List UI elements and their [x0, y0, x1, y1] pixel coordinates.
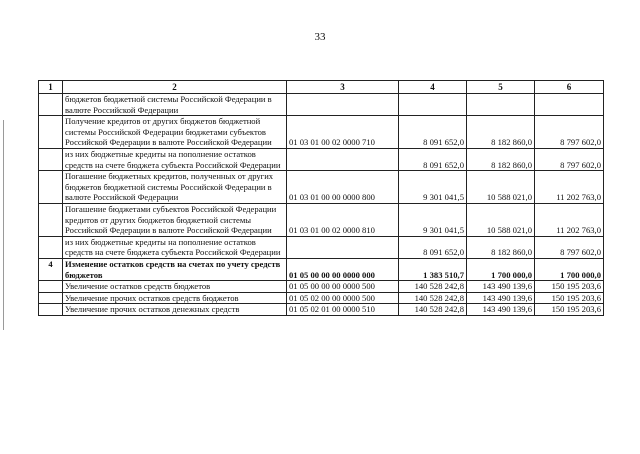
- row-value-col5: 8 182 860,0: [467, 236, 535, 258]
- scan-edge-line: [3, 120, 4, 330]
- row-index: [39, 171, 63, 204]
- row-description: Увеличение прочих остатков средств бюджетов: [63, 292, 287, 304]
- row-code: 01 05 02 01 00 0000 510: [287, 304, 399, 316]
- row-value-col5: 143 490 139,6: [467, 304, 535, 316]
- row-value-col5: 143 490 139,6: [467, 292, 535, 304]
- row-value-col6: 8 797 602,0: [535, 116, 604, 149]
- row-value-col4: [399, 94, 467, 116]
- row-index: [39, 116, 63, 149]
- row-code: 01 05 00 00 00 0000 000: [287, 258, 399, 280]
- table-row: [39, 148, 604, 170]
- row-index: [39, 236, 63, 258]
- row-value-col6: 11 202 763,0: [535, 171, 604, 204]
- column-header: 5: [467, 81, 535, 94]
- row-description: из них бюджетные кредиты на пополнение остатков средств на счете бюджета субъекта Российской Федерации: [63, 148, 287, 170]
- table-header-row: [39, 81, 604, 94]
- row-code: 01 05 00 00 00 0000 500: [287, 281, 399, 293]
- row-index: [39, 203, 63, 236]
- row-value-col4: 140 528 242,8: [399, 304, 467, 316]
- row-description: из них бюджетные кредиты на пополнение остатков средств на счете бюджета субъекта Российской Федерации: [63, 236, 287, 258]
- row-description: Изменение остатков средств на счетах по учету средств бюджетов: [63, 258, 287, 280]
- table-row-section-total: [39, 258, 604, 280]
- column-header: 4: [399, 81, 467, 94]
- row-index: [39, 94, 63, 116]
- row-value-col6: 8 797 602,0: [535, 148, 604, 170]
- row-value-col5: [467, 94, 535, 116]
- column-header: 6: [535, 81, 604, 94]
- table-row: [39, 116, 604, 149]
- row-value-col4: 9 301 041,5: [399, 171, 467, 204]
- row-code: 01 03 01 00 02 0000 810: [287, 203, 399, 236]
- row-code: 01 03 01 00 02 0000 710: [287, 116, 399, 149]
- table-row: [39, 292, 604, 304]
- row-value-col5: 10 588 021,0: [467, 203, 535, 236]
- row-value-col6: 8 797 602,0: [535, 236, 604, 258]
- row-description: Погашение бюджетами субъектов Российской Федерации кредитов от других бюджетов бюджетной системы Российской Федерации в валюте Российской Федерации: [63, 203, 287, 236]
- row-value-col5: 143 490 139,6: [467, 281, 535, 293]
- row-description: бюджетов бюджетной системы Российской Федерации в валюте Российской Федерации: [63, 94, 287, 116]
- table-row: [39, 236, 604, 258]
- row-index: [39, 292, 63, 304]
- row-value-col4: 140 528 242,8: [399, 281, 467, 293]
- column-header: 1: [39, 81, 63, 94]
- row-value-col6: 11 202 763,0: [535, 203, 604, 236]
- row-code: [287, 94, 399, 116]
- row-value-col6: 1 700 000,0: [535, 258, 604, 280]
- row-value-col5: 10 588 021,0: [467, 171, 535, 204]
- row-value-col5: 1 700 000,0: [467, 258, 535, 280]
- table-row: [39, 94, 604, 116]
- table-row: [39, 203, 604, 236]
- budget-sources-table: [38, 80, 604, 316]
- row-value-col4: 8 091 652,0: [399, 116, 467, 149]
- row-code: 01 03 01 00 00 0000 800: [287, 171, 399, 204]
- row-value-col6: 150 195 203,6: [535, 304, 604, 316]
- row-index: [39, 304, 63, 316]
- row-description: Увеличение прочих остатков денежных средств: [63, 304, 287, 316]
- row-description: Погашение бюджетных кредитов, полученных от других бюджетов бюджетной системы Российской Федерации в валюте Российской Федерации: [63, 171, 287, 204]
- row-index: 4: [39, 258, 63, 280]
- row-value-col4: 9 301 041,5: [399, 203, 467, 236]
- row-value-col4: 8 091 652,0: [399, 236, 467, 258]
- row-value-col6: 150 195 203,6: [535, 281, 604, 293]
- row-value-col5: 8 182 860,0: [467, 116, 535, 149]
- row-code: [287, 148, 399, 170]
- row-index: [39, 281, 63, 293]
- row-code: 01 05 02 00 00 0000 500: [287, 292, 399, 304]
- table-row: [39, 171, 604, 204]
- row-value-col4: 140 528 242,8: [399, 292, 467, 304]
- row-value-col6: [535, 94, 604, 116]
- column-header: 3: [287, 81, 399, 94]
- row-value-col4: 8 091 652,0: [399, 148, 467, 170]
- table-row: [39, 281, 604, 293]
- row-value-col6: 150 195 203,6: [535, 292, 604, 304]
- row-description: Получение кредитов от других бюджетов бюджетной системы Российской Федерации бюджетами субъектов Российской Федерации в валюте Российской Федерации: [63, 116, 287, 149]
- table-row: [39, 304, 604, 316]
- row-code: [287, 236, 399, 258]
- row-value-col4: 1 383 510,7: [399, 258, 467, 280]
- column-header: 2: [63, 81, 287, 94]
- row-description: Увеличение остатков средств бюджетов: [63, 281, 287, 293]
- page-number: 33: [314, 31, 326, 43]
- row-value-col5: 8 182 860,0: [467, 148, 535, 170]
- row-index: [39, 148, 63, 170]
